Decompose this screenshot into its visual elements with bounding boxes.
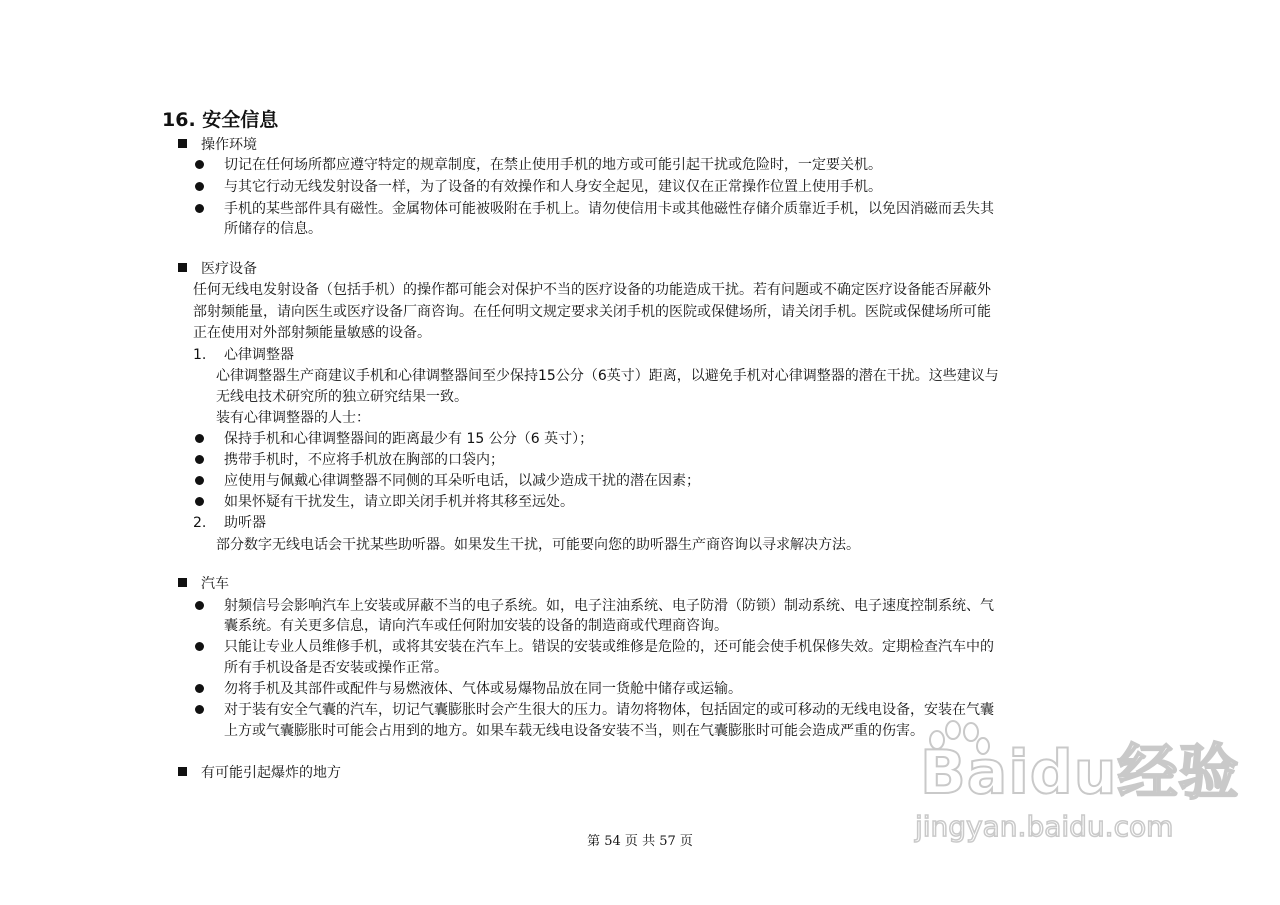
env-bullet-3: 手机的某些部件具有磁性。金属物体可能被吸附在手机上。请勿使信用卡或其他磁性存储介质靠近手机，以免因消磁而丢失其	[224, 201, 994, 217]
bullet-dot-icon	[195, 497, 204, 506]
hearing-label: 助听器	[224, 515, 266, 531]
pacemaker-bullet-3: 应使用与佩戴心律调整器不同侧的耳朵听电话，以减少造成干扰的潜在因素；	[224, 473, 700, 489]
square-bullet-icon	[178, 767, 187, 776]
pacemaker-bullet-1: 保持手机和心律调整器间的距离最少有 15 公分（6 英寸）；	[224, 431, 594, 447]
hearing-number: 2.	[193, 515, 207, 531]
bullet-dot-icon	[195, 705, 204, 714]
bullet-dot-icon	[195, 160, 204, 169]
medical-para-3: 正在使用对外部射频能量敏感的设备。	[193, 325, 431, 341]
section-heading-environment: 操作环境	[178, 134, 257, 156]
bullet-dot-icon	[195, 642, 204, 651]
medical-para-1: 任何无线电发射设备（包括手机）的操作都可能会对保护不当的医疗设备的功能造成干扰。若有问题或不确定医疗设备能否屏蔽外	[193, 282, 991, 298]
car-bullet-3: 勿将手机及其部件或配件与易燃液体、气体或易爆物品放在同一货舱中储存或运输。	[224, 681, 742, 697]
section-heading-car: 汽车	[178, 573, 229, 595]
pacemaker-number: 1.	[193, 347, 207, 363]
watermark-logo: Baidu经验	[920, 738, 1240, 808]
env-bullet-1: 切记在任何场所都应遵守特定的规章制度，在禁止使用手机的地方或可能引起干扰或危险时，一定要关机。	[224, 157, 882, 173]
square-bullet-icon	[178, 578, 187, 587]
bullet-dot-icon	[195, 204, 204, 213]
car-bullet-4: 对于装有安全气囊的汽车，切记气囊膨胀时会产生很大的压力。请勿将物体，包括固定的或可移动的无线电设备，安装在气囊	[224, 702, 994, 718]
section-heading-medical: 医疗设备	[178, 258, 257, 280]
medical-para-2: 部射频能量，请向医生或医疗设备厂商咨询。在任何明文规定要求关闭手机的医院或保健场所，请关闭手机。医院或保健场所可能	[193, 304, 991, 320]
car-bullet-2-cont: 所有手机设备是否安装或操作正常。	[224, 660, 448, 676]
watermark-url: jingyan.baidu.com	[915, 810, 1174, 843]
page-footer: 第 54 页 共 57 页	[587, 834, 693, 849]
bullet-dot-icon	[195, 182, 204, 191]
pacemaker-label: 心律调整器	[224, 347, 294, 363]
bullet-dot-icon	[195, 601, 204, 610]
pacemaker-text-1: 心律调整器生产商建议手机和心律调整器间至少保持15公分（6英寸）距离，以避免手机对心律调整器的潜在干扰。这些建议与	[216, 368, 999, 384]
car-bullet-1: 射频信号会影响汽车上安装或屏蔽不当的电子系统。如，电子注油系统、电子防滑（防锁）制动系统、电子速度控制系统、气	[224, 598, 994, 614]
square-bullet-icon	[178, 139, 187, 148]
square-bullet-icon	[178, 263, 187, 272]
bullet-dot-icon	[195, 684, 204, 693]
pacemaker-text-3: 装有心律调整器的人士：	[216, 410, 370, 426]
bullet-dot-icon	[195, 455, 204, 464]
pacemaker-bullet-2: 携带手机时，不应将手机放在胸部的口袋内；	[224, 452, 504, 468]
bullet-dot-icon	[195, 434, 204, 443]
car-bullet-1-cont: 囊系统。有关更多信息，请向汽车或任何附加安装的设备的制造商或代理商咨询。	[224, 618, 728, 634]
pacemaker-bullet-4: 如果怀疑有干扰发生，请立即关闭手机并将其移至远处。	[224, 494, 574, 510]
baidu-watermark	[905, 738, 1240, 858]
hearing-text: 部分数字无线电话会干扰某些助听器。如果发生干扰，可能要向您的助听器生产商咨询以寻求解决方法。	[216, 537, 860, 553]
env-bullet-2: 与其它行动无线发射设备一样，为了设备的有效操作和人身安全起见，建议仅在正常操作位置上使用手机。	[224, 179, 882, 195]
section-heading-explosive: 有可能引起爆炸的地方	[178, 762, 341, 784]
bullet-dot-icon	[195, 476, 204, 485]
env-bullet-3-cont: 所储存的信息。	[224, 221, 322, 237]
pacemaker-text-2: 无线电技术研究所的独立研究结果一致。	[216, 389, 468, 405]
car-bullet-4-cont: 上方或气囊膨胀时可能会占用到的地方。如果车载无线电设备安装不当，则在气囊膨胀时可能会造成严重的伤害。	[224, 723, 924, 739]
page-title: 16. 安全信息	[162, 109, 279, 131]
car-bullet-2: 只能让专业人员维修手机，或将其安装在汽车上。错误的安装或维修是危险的，还可能会使手机保修失效。定期检查汽车中的	[224, 639, 994, 655]
